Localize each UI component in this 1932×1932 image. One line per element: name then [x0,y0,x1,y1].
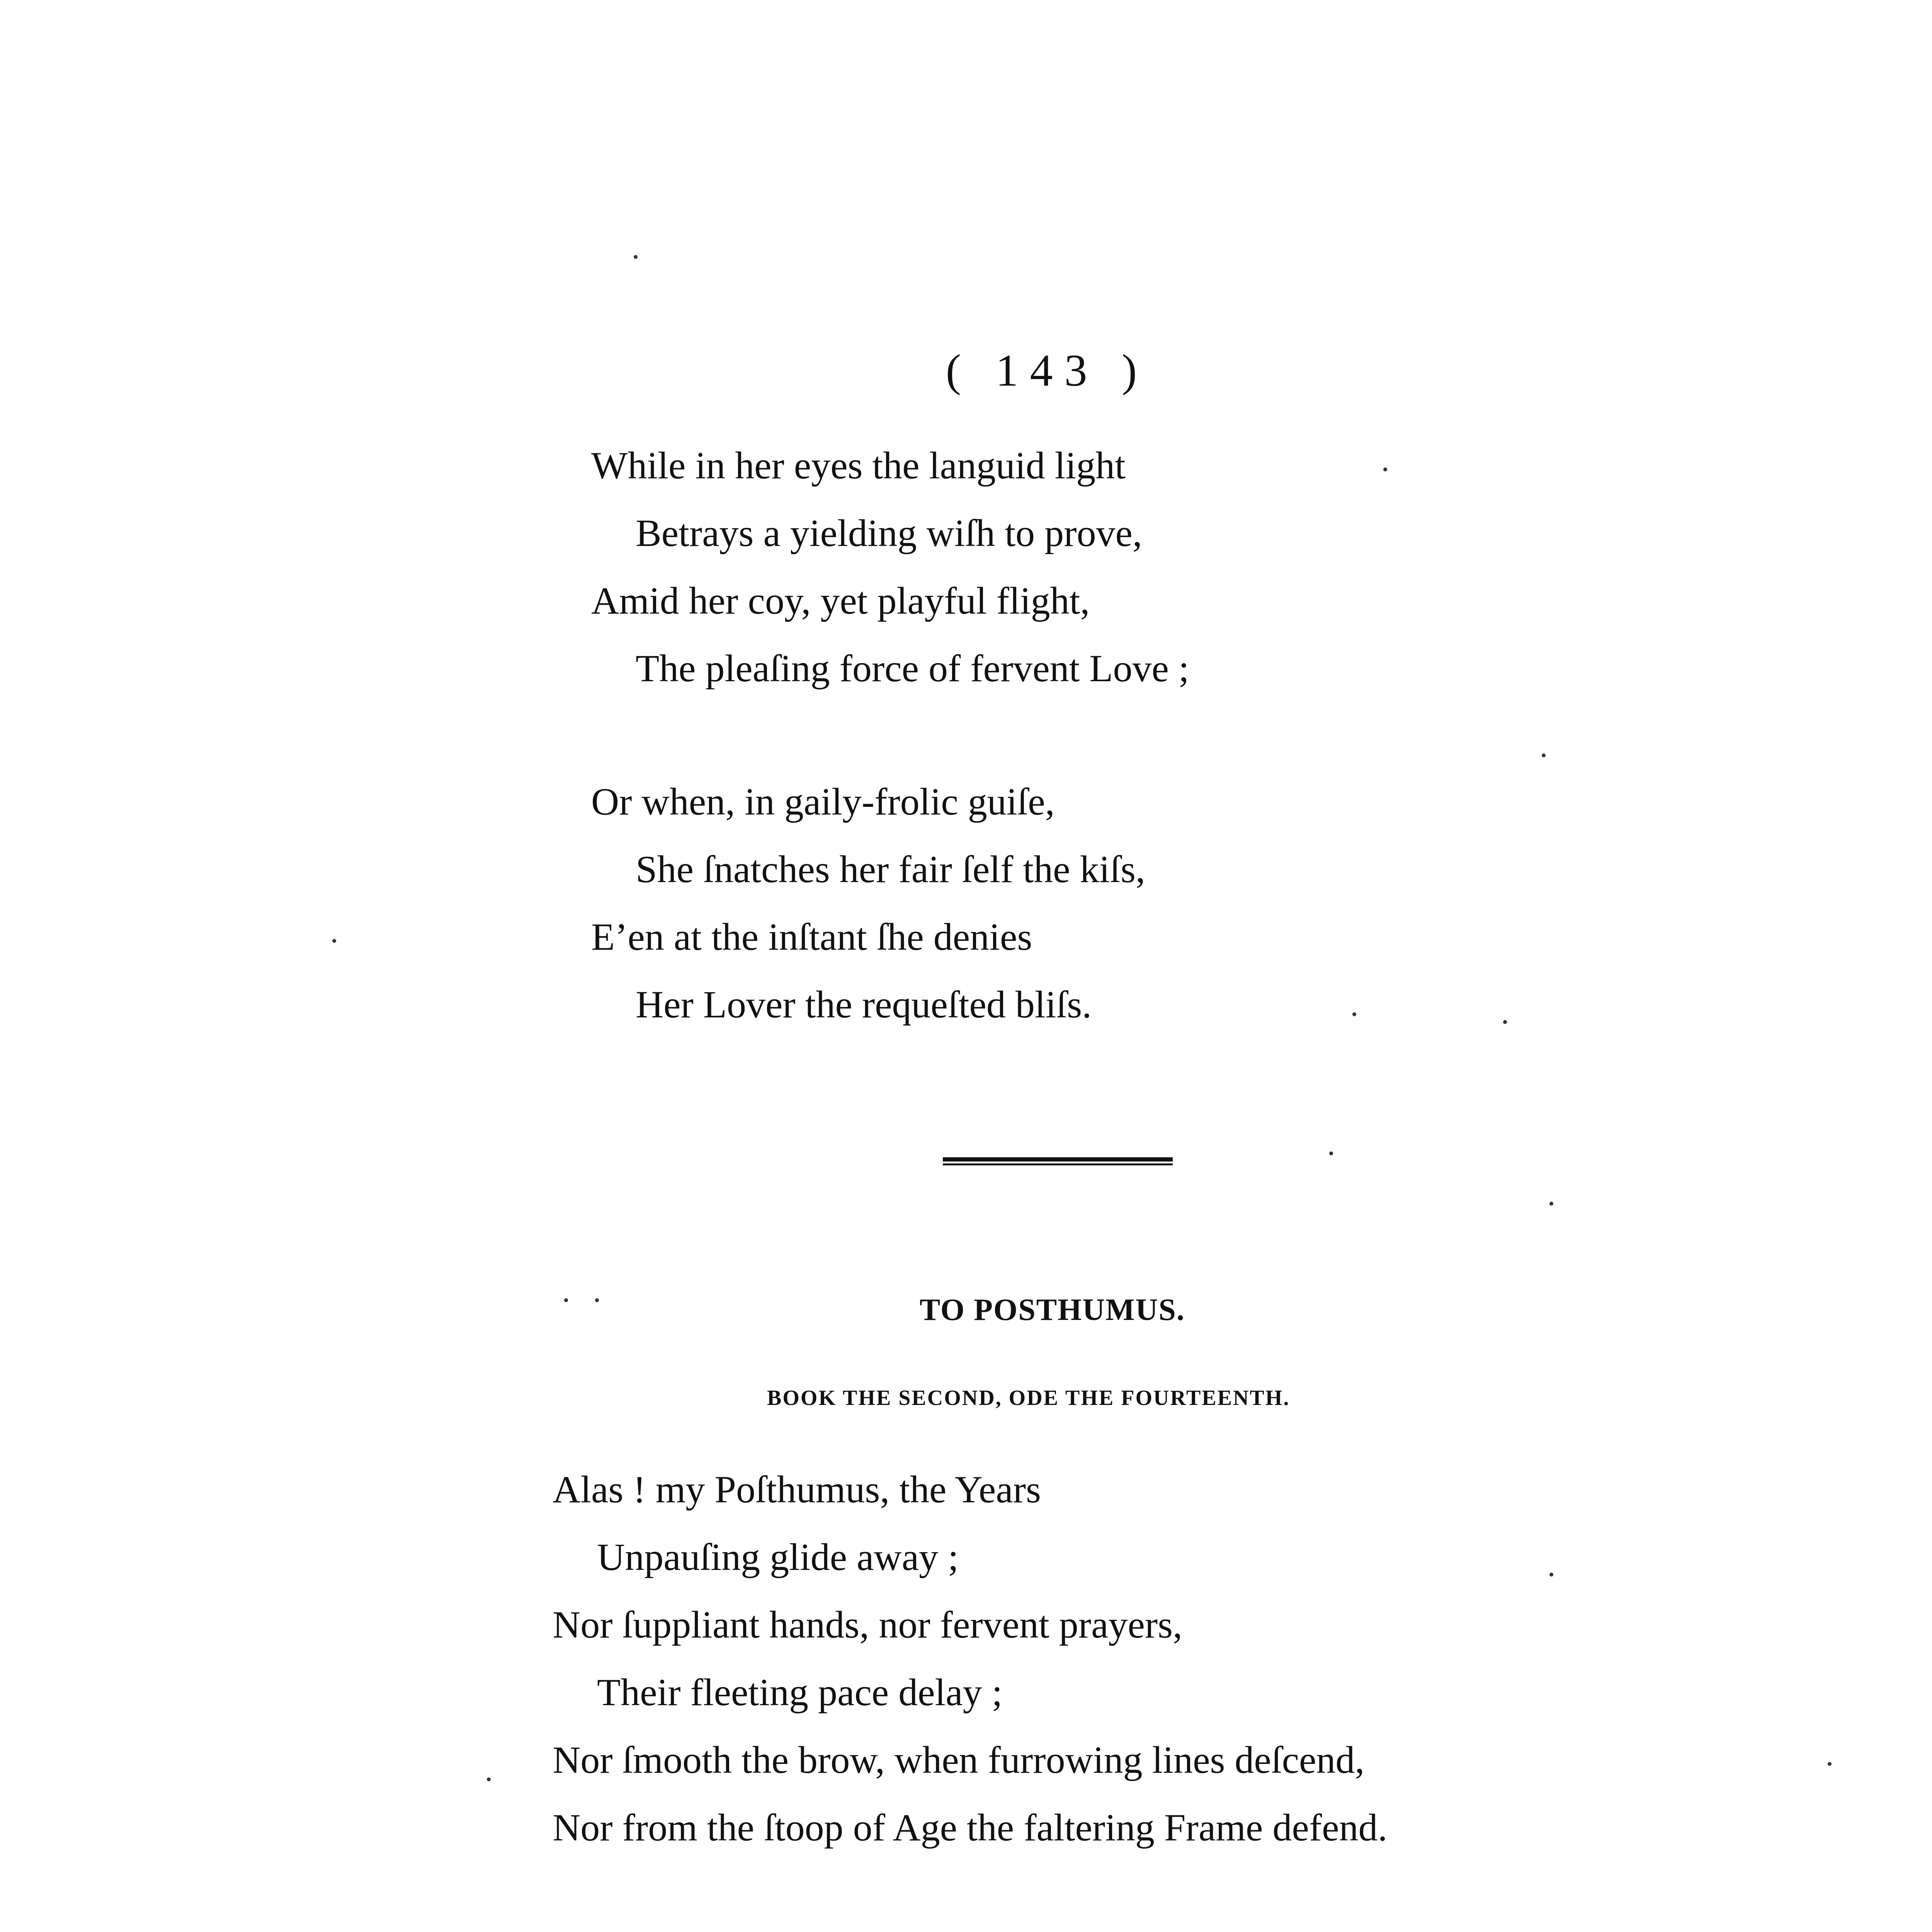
verse-line: While in her eyes the languid light [591,444,1126,487]
paper-speck [1542,753,1546,757]
paper-speck [634,255,638,259]
paper-speck [1383,468,1387,471]
verse-line: The pleaſing force of fervent Love ; [636,647,1189,690]
verse-line: E’en at the inſtant ſhe denies [591,915,1032,958]
paper-speck [1549,1573,1553,1577]
paper-speck [1352,1012,1356,1016]
verse-line: Alas ! my Poſthumus, the Years [553,1468,1041,1511]
verse-line: Nor ſmooth the brow, when furrowing lines deſcend, [553,1738,1365,1781]
verse-line: She ſnatches her fair ſelf the kiſs, [636,848,1145,891]
verse-line: Nor ſuppliant hands, nor fervent prayers, [553,1603,1183,1646]
section-divider-rule [943,1157,1173,1167]
verse-line: Unpauſing glide away ; [597,1536,959,1578]
page-number: ( 143 ) [946,345,1149,396]
verse-line: Nor from the ſtoop of Age the faltering Frame defend. [553,1806,1388,1849]
verse-line: Amid her coy, yet playful flight, [591,579,1090,622]
ode-title: TO POSTHUMUS. [920,1293,1185,1327]
paper-speck [332,939,336,943]
verse-line: Her Lover the requeſted bliſs. [636,983,1092,1026]
verse-line: Their fleeting pace delay ; [597,1671,1003,1714]
paper-speck [595,1298,599,1302]
paper-speck [1329,1151,1333,1155]
verse-line: Betrays a yielding wiſh to prove, [636,512,1142,554]
paper-speck [487,1777,491,1781]
divider-thin-bar [943,1163,1173,1165]
paper-speck [1503,1020,1507,1024]
paper-speck [1549,1202,1553,1206]
paper-speck [564,1298,568,1302]
paper-speck [1828,1762,1832,1766]
ode-subtitle: BOOK THE SECOND, ODE THE FOURTEENTH. [767,1386,1290,1410]
verse-line: Or when, in gaily-frolic guiſe, [591,780,1055,823]
divider-thick-bar [943,1157,1173,1162]
